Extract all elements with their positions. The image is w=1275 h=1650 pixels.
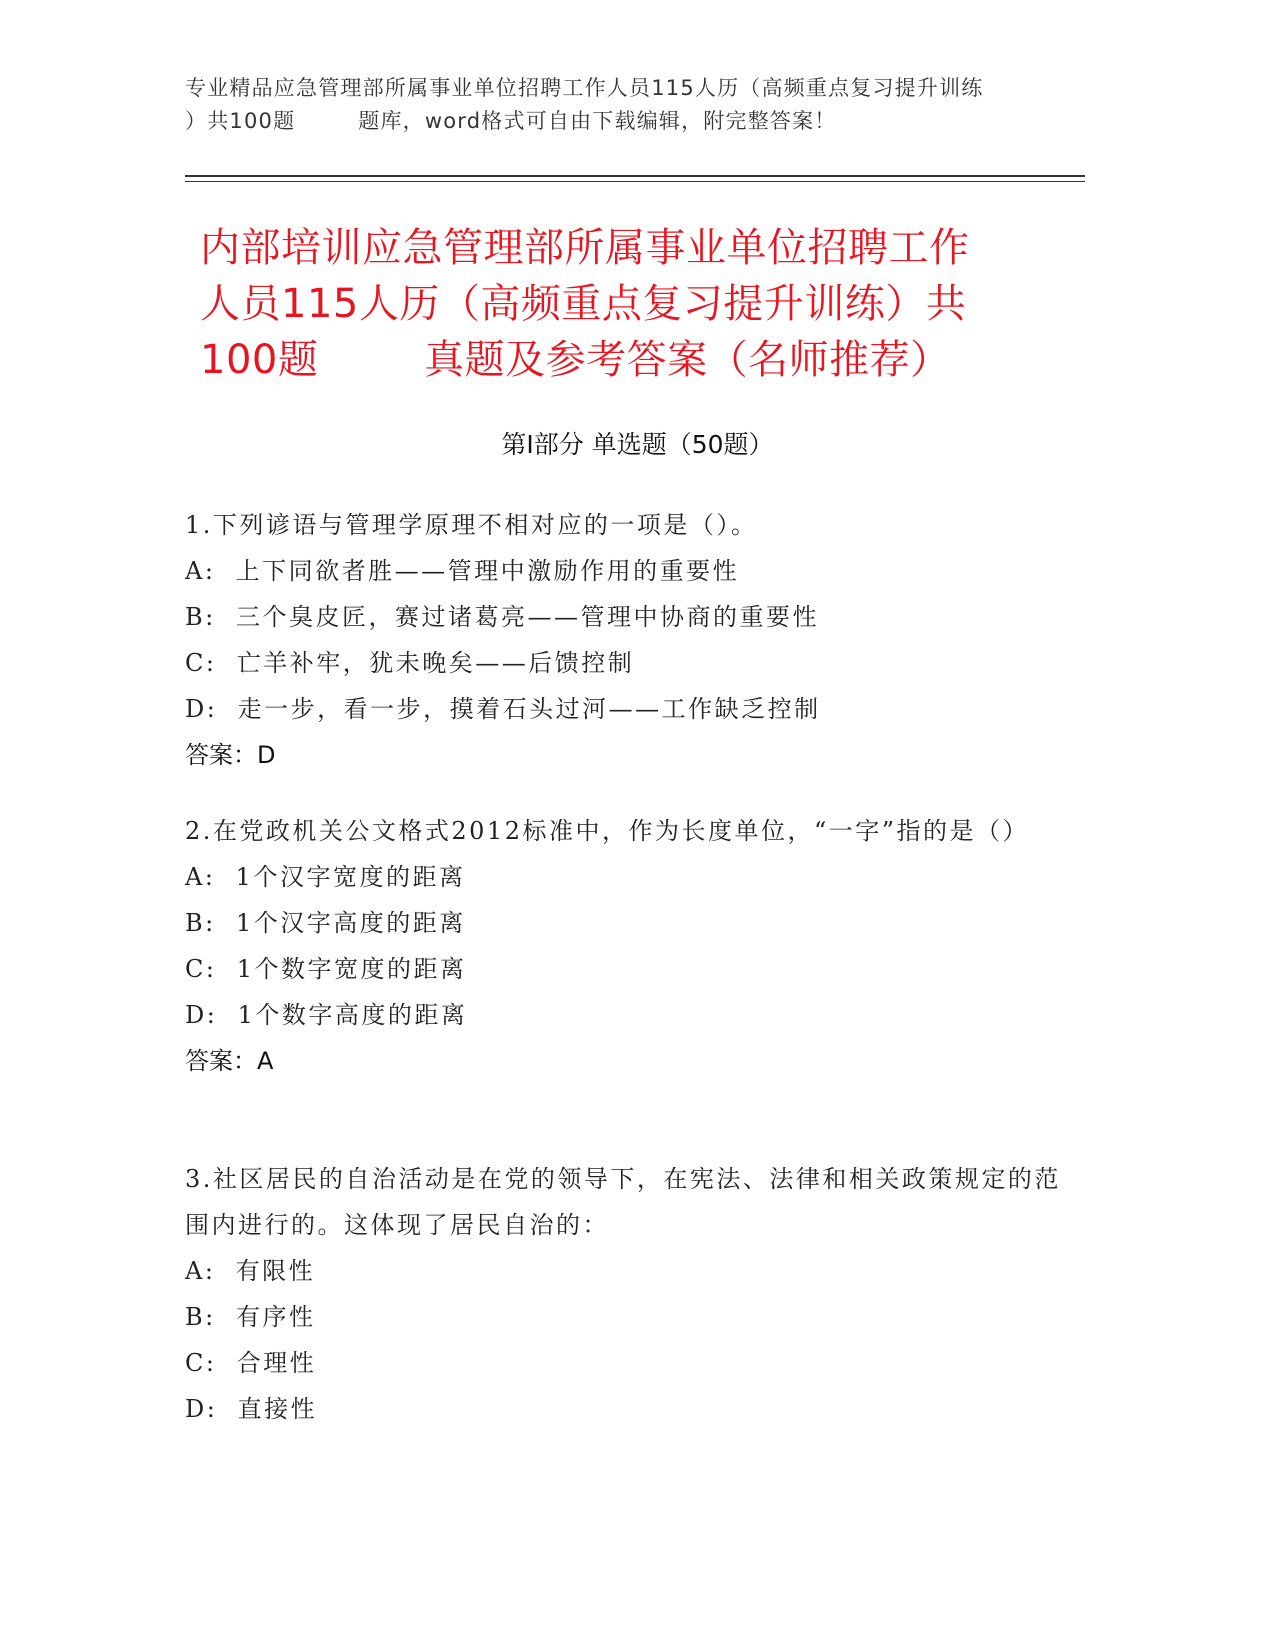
- option-b: B: 1个汉字高度的距离: [185, 909, 466, 937]
- answer: 答案：A: [185, 1047, 274, 1075]
- title-line-1: 内部培训应急管理部所属事业单位招聘工作: [200, 225, 970, 271]
- option-c: C: 亡羊补牢，犹未晚矣——后馈控制: [185, 649, 635, 677]
- header-line-2: ）共100题 题库，word格式可自由下载编辑，附完整答案！: [185, 109, 837, 133]
- section-title: 第Ⅰ部分 单选题（50题）: [501, 430, 774, 459]
- document-title: [200, 220, 1100, 388]
- option-a: A: 1个汉字宽度的距离: [185, 863, 466, 891]
- option-d: D: 直接性: [185, 1395, 318, 1423]
- header-divider-thick: [185, 175, 1085, 177]
- option-c: C: 合理性: [185, 1349, 317, 1377]
- document-header: [185, 72, 1085, 138]
- question-2: [185, 808, 1065, 1084]
- question-3: [185, 1156, 1065, 1432]
- header-divider-thin: [185, 181, 1085, 182]
- question-text: 1.下列谚语与管理学原理不相对应的一项是（）。: [185, 511, 758, 539]
- option-a: A: 有限性: [185, 1257, 316, 1285]
- title-line-2: 人员115人历（高频重点复习提升训练）共: [200, 281, 967, 327]
- option-b: B: 有序性: [185, 1303, 316, 1331]
- option-b: B: 三个臭皮匠，赛过诸葛亮——管理中协商的重要性: [185, 603, 819, 631]
- answer: 答案：D: [185, 741, 276, 769]
- option-c: C: 1个数字宽度的距离: [185, 955, 467, 983]
- option-d: D: 1个数字高度的距离: [185, 1001, 468, 1029]
- title-line-3: 100题 真题及参考答案（名师推荐）: [200, 337, 951, 383]
- header-line-1: 专业精品应急管理部所属事业单位招聘工作人员115人历（高频重点复习提升训练: [185, 76, 984, 100]
- option-a: A: 上下同欲者胜——管理中激励作用的重要性: [185, 557, 740, 585]
- question-1: [185, 502, 1065, 778]
- question-text: 3.社区居民的自治活动是在党的领导下，在宪法、法律和相关政策规定的范围内进行的。这体现了居民自治的：: [185, 1165, 1061, 1239]
- question-text: 2.在党政机关公文格式2012标准中，作为长度单位，“一字”指的是（）: [185, 817, 1030, 845]
- option-d: D: 走一步，看一步，摸着石头过河——工作缺乏控制: [185, 695, 821, 723]
